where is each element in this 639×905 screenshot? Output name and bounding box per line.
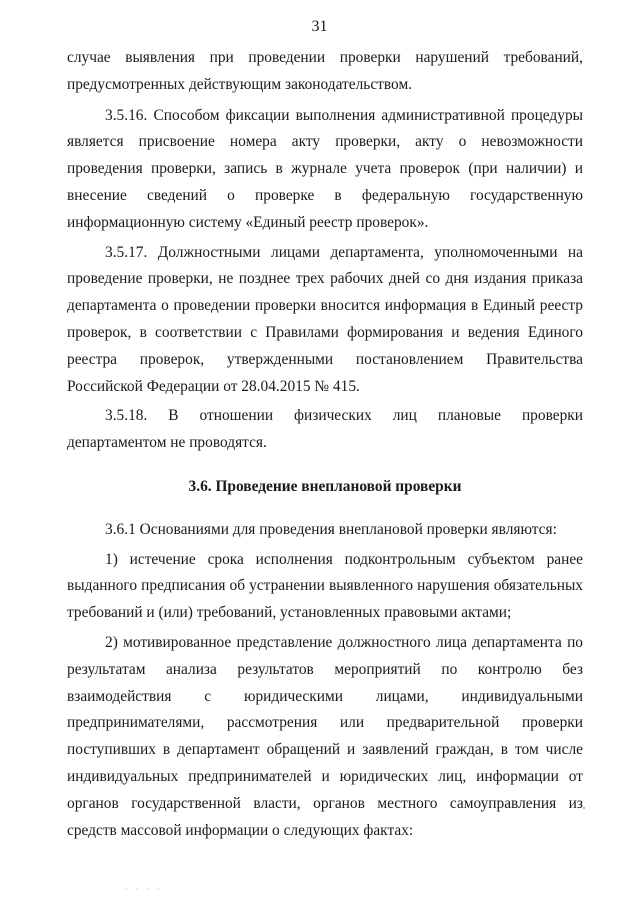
paragraph-3-5-18: 3.5.18. В отношении физических лиц плановые проверки департаментом не проводятся.	[67, 407, 583, 452]
scan-artifact-dots: · · · ·	[125, 885, 163, 894]
paragraph-3-6-1: 3.6.1 Основаниями для проведения внеплановой проверки являются:	[105, 520, 557, 538]
scan-artifact-dot	[583, 807, 585, 809]
page-number: 31	[311, 18, 328, 35]
list-item-1: 1) истечение срока исполнения подконтрольным субъектом ранее выданного предписания об устранении выявленного нарушения обязательных требований и (или) требований, установленных правовыми актами;	[67, 550, 583, 622]
paragraph-3-5-16: 3.5.16. Способом фиксации выполнения административной процедуры является присвоение номера акту проверки, акту о невозможности проведения проверки, запись в журнале учета проверок (при наличии) и внесение сведений о проверке в федеральную государственную информационную систему «Единый реестр проверок».	[67, 106, 583, 231]
paragraph-continuation: случае выявления при проведении проверки нарушений требований, предусмотренных действующим законодательством.	[67, 49, 583, 93]
document-body	[67, 45, 583, 847]
paragraph-3-5-17: 3.5.17. Должностными лицами департамента, уполномоченными на проведение проверки, не позднее трех рабочих дней со дня издания приказа департамента о проведении проверки вносится информация в Единый реестр проверок, в соответствии с Правилами формирования и ведения Единого реестра проверок, утвержденными постановлением Правительства Российской Федерации от 28.04.2015 № 415.	[67, 243, 583, 395]
section-heading: 3.6. Проведение внеплановой проверки	[188, 477, 462, 495]
list-item-2: 2) мотивированное представление должностного лица департамента по результатам анализа результатов мероприятий по контролю без взаимодействия с юридическими лицами, индивидуальными предпринимателями, рассмотрения или предварительной проверки поступивших в департамент обращений и заявлений граждан, в том числе индивидуальных предпринимателей и юридических лиц, информации от органов государственной власти, органов местного самоуправления из средств массовой информации о следующих фактах:	[67, 633, 583, 839]
